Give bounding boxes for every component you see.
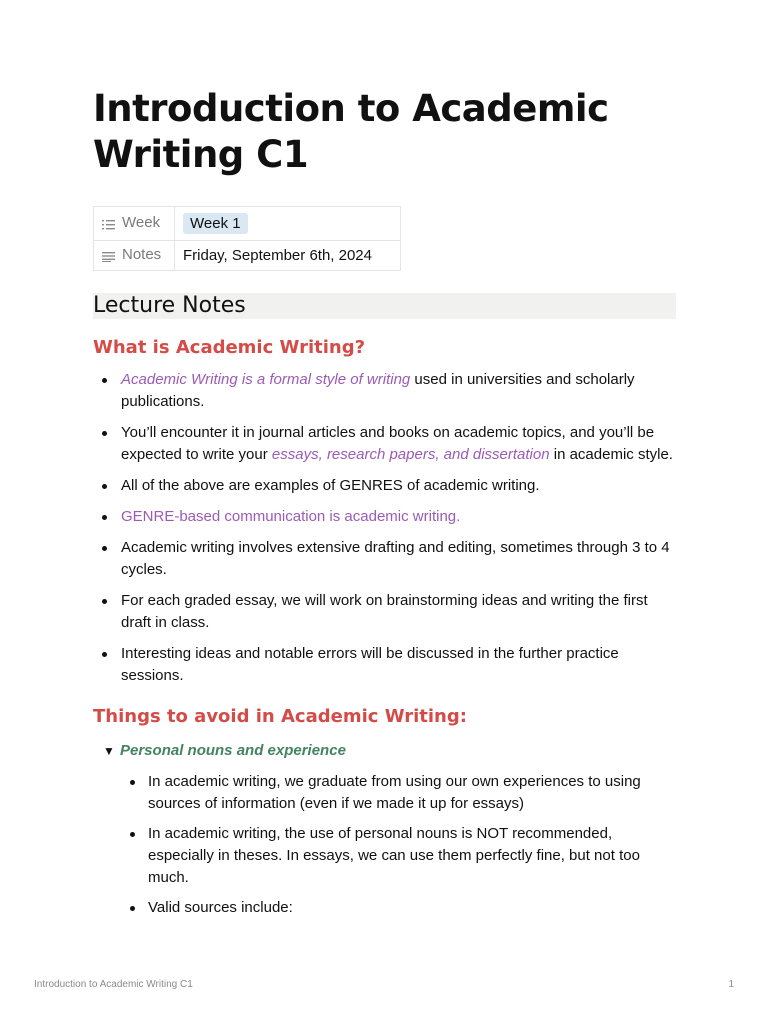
list-item (93, 537, 676, 581)
subheading-things-to-avoid: Things to avoid in Academic Writing: (93, 706, 467, 727)
property-row-week (94, 207, 401, 241)
list-item: Valid sources include: (120, 897, 676, 919)
list-item-text: Interesting ideas and notable errors will be discussed in the further practice sessions. (121, 645, 619, 684)
list-item-text: used in universities and scholarly publications. (121, 371, 635, 410)
property-key-cell (94, 241, 175, 271)
section-heading-lecture-notes: Lecture Notes (93, 293, 676, 319)
property-key-week: Week (122, 213, 161, 231)
list-item (93, 475, 676, 497)
triangle-down-icon[interactable]: ▼ (103, 744, 115, 758)
properties-table (93, 206, 401, 271)
list-item (93, 422, 676, 466)
list-item-text: All of the above are examples of GENRES of academic writing. (121, 477, 540, 494)
list-item-text: Academic writing involves extensive drafting and editing, sometimes through 3 to 4 cycles. (121, 539, 670, 578)
toggle-personal-nouns[interactable] (103, 740, 676, 762)
list-item (93, 506, 676, 528)
list-item-text: You’ll encounter it in journal articles and books on academic topics, and you’ll be expected to write your (121, 424, 655, 463)
list-item-text: essays, research papers, and dissertation (271, 446, 550, 463)
property-key-cell (94, 207, 175, 241)
list-item-text: in academic style. (549, 446, 673, 463)
subheading-what-is-academic-writing: What is Academic Writing? (93, 337, 366, 358)
page-footer (34, 979, 734, 990)
list-icon (102, 217, 116, 234)
bullet-list-academic-writing (93, 369, 676, 687)
property-value-cell[interactable] (175, 207, 401, 241)
list-item-text: GENRE-based communication is academic writing. (121, 508, 461, 525)
list-item: In academic writing, we graduate from using our own experiences to using sources of information (even if we made it up for essays) (120, 771, 676, 815)
bullet-list-personal-nouns (120, 771, 676, 919)
property-key-notes: Notes (122, 245, 162, 263)
text-lines-icon (102, 249, 116, 266)
list-item (93, 590, 676, 634)
week-tag[interactable]: Week 1 (183, 213, 248, 234)
footer-doc-title: Introduction to Academic Writing C1 (34, 979, 193, 990)
property-row-notes (94, 241, 401, 271)
toggle-label: Personal nouns and experience (120, 742, 346, 759)
list-item-text: Academic Writing is a formal style of writing (121, 371, 411, 388)
property-value-notes[interactable]: Friday, September 6th, 2024 (175, 241, 401, 271)
list-item: In academic writing, the use of personal nouns is NOT recommended, especially in theses. In essays, we can use them perfectly fine, but not too much. (120, 823, 676, 889)
page-number: 1 (728, 979, 734, 990)
list-item (93, 643, 676, 687)
list-item-text: For each graded essay, we will work on brainstorming ideas and writing the first draft in class. (121, 592, 648, 631)
list-item (93, 369, 676, 413)
document-page (93, 86, 676, 927)
page-title: Introduction to Academic Writing C1 (93, 87, 609, 176)
